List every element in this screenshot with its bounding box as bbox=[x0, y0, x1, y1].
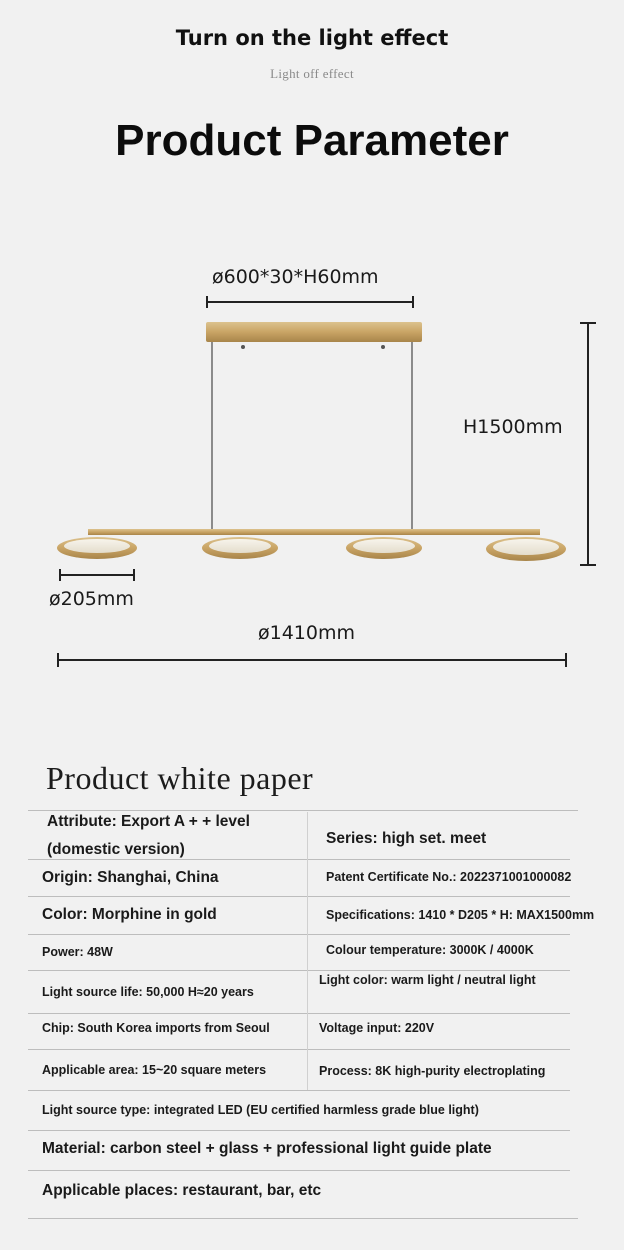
series-cell: Series: high set. meet bbox=[326, 830, 487, 847]
total-dimension-line bbox=[58, 653, 566, 667]
canopy-dimension-line bbox=[207, 296, 413, 308]
total-dimension-label: ø1410mm bbox=[258, 622, 355, 644]
light-ring bbox=[346, 537, 422, 559]
attribute-cell: Attribute: Export A + + level (domestic version) bbox=[47, 813, 250, 858]
patent-cell: Patent Certificate No.: 2022371001000082 bbox=[326, 870, 572, 884]
canopy-dimension-label: ø600*30*H60mm bbox=[212, 266, 379, 288]
ring-dimension-line bbox=[60, 569, 134, 581]
material-cell: Material: carbon steel + glass + professional light guide plate bbox=[42, 1140, 492, 1157]
origin-cell: Origin: Shanghai, China bbox=[42, 869, 219, 886]
power-cell: Power: 48W bbox=[42, 945, 113, 959]
light-source-life-cell: Light source life: 50,000 H≈20 years bbox=[42, 985, 254, 999]
height-dimension-line bbox=[580, 323, 596, 565]
fixture-bar bbox=[88, 529, 540, 535]
headline: Turn on the light effect bbox=[175, 26, 449, 50]
canopy-plate bbox=[206, 322, 422, 342]
light-ring bbox=[202, 537, 278, 559]
colour-temperature-cell: Colour temperature: 3000K / 4000K bbox=[326, 943, 534, 957]
applicable-area-cell: Applicable area: 15~20 square meters bbox=[42, 1063, 267, 1077]
white-paper-title: Product white paper bbox=[46, 760, 314, 796]
light-color-cell: Light color: warm light / neutral light bbox=[319, 973, 536, 987]
applicable-places-cell: Applicable places: restaurant, bar, etc bbox=[42, 1182, 322, 1199]
specifications-cell: Specifications: 1410 * D205 * H: MAX1500mm bbox=[326, 908, 595, 922]
ring-dimension-label: ø205mm bbox=[49, 588, 134, 610]
light-source-type-cell: Light source type: integrated LED (EU certified harmless grade blue light) bbox=[42, 1103, 479, 1117]
subheadline: Light off effect bbox=[270, 66, 354, 81]
section-title: Product Parameter bbox=[115, 116, 509, 165]
color-cell: Color: Morphine in gold bbox=[42, 906, 217, 923]
height-dimension-label: H1500mm bbox=[463, 416, 563, 438]
chip-cell: Chip: South Korea imports from Seoul bbox=[42, 1021, 270, 1035]
voltage-input-cell: Voltage input: 220V bbox=[319, 1021, 435, 1035]
light-ring bbox=[57, 537, 137, 559]
process-cell: Process: 8K high-purity electroplating bbox=[319, 1064, 546, 1078]
light-ring bbox=[486, 537, 566, 561]
